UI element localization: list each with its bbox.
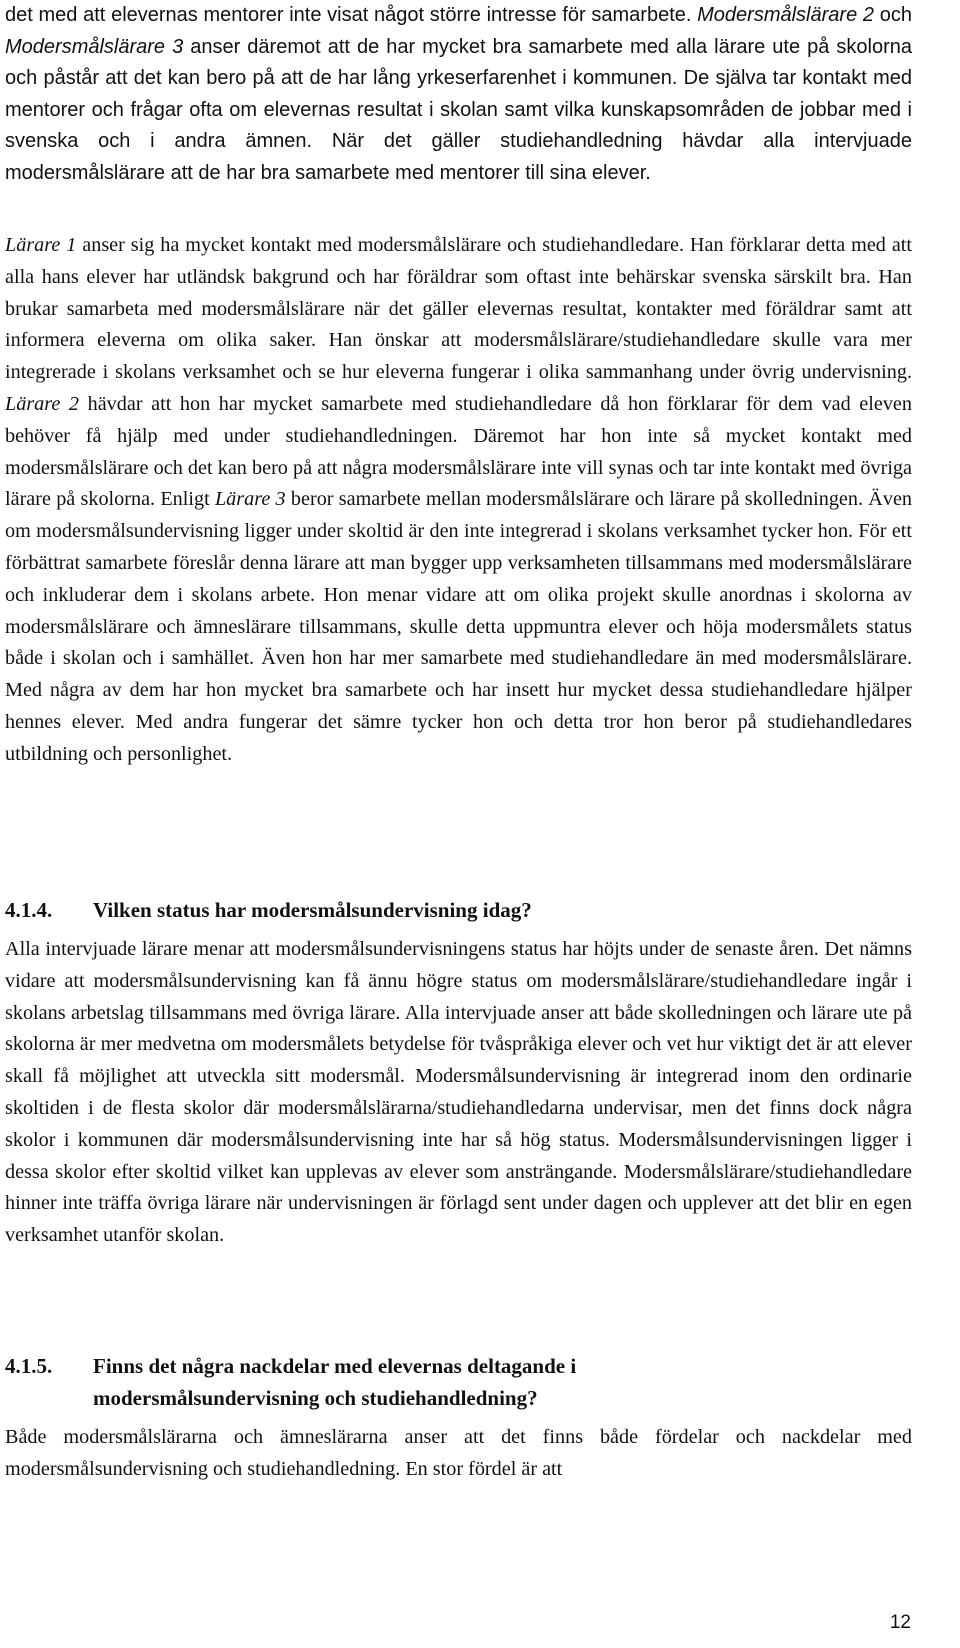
italic-term: Lärare 3 <box>214 488 286 511</box>
paragraph-text: och <box>874 4 912 26</box>
paragraph-status <box>5 934 912 1252</box>
paragraph-disadvantages <box>5 1422 912 1486</box>
section-title <box>93 1350 576 1414</box>
section-heading-4-1-4 <box>5 894 532 926</box>
section-title: Vilken status har modersmålsundervisning idag? <box>93 898 532 922</box>
paragraph-teachers <box>5 230 912 771</box>
paragraph-text: Både modersmålslärarna och ämneslärarna anser att det finns både fördelar och nackdelar med modersmålsundervisning och studiehandledning. En stor fördel är att <box>5 1426 912 1480</box>
italic-term: Lärare 2 <box>5 392 80 415</box>
paragraph-text: anser sig ha mycket kontakt med modersmålslärare och studiehandledare. Han förklarar detta med att alla hans elever har utländsk bakgrund och har föräldrar som oftast inte behärskar svenska särskilt bra. Han brukar samarbeta med modersmålslärare när det gäller elevernas resultat, kontakter med föräldrar samt att informera eleverna om olika saker. Han önskar att modersmålslärare/studiehandledare skulle vara mer integrerade i skolans verksamhet och se hur eleverna fungerar i olika sammanhang under övrig undervisning. <box>5 234 912 384</box>
section-heading-4-1-5 <box>5 1350 576 1414</box>
paragraph-text: Alla intervjuade lärare menar att modersmålsundervisningens status har höjts under de senaste åren. Det nämns vidare att modersmålsundervisning kan få ännu högre status om modersmålslärare/studiehandledare ingår i skolans arbetslag tillsammans med övriga lärare. Alla intervjuade anser att både skolledningen och lärare ute på skolorna är mer medvetna om modersmålets betydelse för tvåspråkiga elever och vet hur viktigt det är att elever skall få möjlighet att utveckla sitt modersmål. Modersmålsundervisning är integrerad inom den ordinarie skoltiden i de flesta skolor där modersmålslärarna/studiehandledarna undervisar, men det finns dock några skolor i kommunen där modersmålsundervisning inte har så hög status. Modersmålsundervisningen ligger i dessa skolor efter skoltid vilket kan upplevas av elever som ansträngande. Modersmålslärare/studiehandledare hinner inte träffa övriga lärare när undervisningen är förlagd sent under dagen och upplever att det blir en egen verksamhet utanför skolan. <box>5 938 912 1247</box>
section-title-line: modersmålsundervisning och studiehandledning? <box>93 1386 538 1410</box>
section-title-line: Finns det några nackdelar med elevernas deltagande i <box>93 1354 577 1378</box>
italic-term: Lärare 1 <box>5 234 77 256</box>
paragraph-text: anser däremot att de har mycket bra samarbete med alla lärare ute på skolorna och påstår att det kan bero på att de har lång yrkeserfarenhet i kommunen. De själva tar kontakt med mentorer och frågar ofta om elevernas resultat i skolan samt vilka kunskapsområden de jobbar med i svenska och i andra ämnen. När det gäller studiehandledning hävdar alla intervjuade modersmålslärare att de har bra samarbete med mentorer till sina elever. <box>5 35 913 184</box>
paragraph-text: beror samarbete mellan modersmålslärare och lärare på skolledningen. Även om modersmålsundervisning ligger under skoltid är den inte integrerad i skolans verksamhet tycker hon. För ett förbättrat samarbete föreslår denna lärare att man bygger upp verksamheten tillsammans med modersmålslärare och inkluderar dem i skolans arbete. Hon menar vidare att om olika projekt skulle anordnas i skolorna av modersmålslärare och ämneslärare tillsammans, skulle detta uppmuntra elever och höja modersmålets status både i skolan och i samhället. Även hon har mer samarbete med studiehandledare än med modersmålslärare. Med några av dem har hon mycket bra samarbete och har insett hur mycket dessa studiehandledare hjälper hennes elever. Med andra fungerar det sämre tycker hon och detta tror hon beror på studiehandledares utbildning och personlighet. <box>5 488 913 765</box>
page-number: 12 <box>889 1612 911 1633</box>
section-number: 4.1.4. <box>5 898 53 922</box>
paragraph-text: hävdar att hon har mycket samarbete med studiehandledare då hon förklarar för dem vad eleven behöver få hjälp med under studiehandledningen. Däremot har hon inte så mycket kontakt med modersmålslärare och det kan bero på att några modersmålslärare inte vill synas och tar inte kontakt med övriga lärare på skolorna. Enligt <box>5 392 912 511</box>
section-number: 4.1.5. <box>5 1354 53 1378</box>
italic-term: Modersmålslärare 2 <box>697 4 875 26</box>
italic-term: Modersmålslärare 3 <box>5 35 184 58</box>
paragraph-text: det med att elevernas mentorer inte visat något större intresse för samarbete. <box>5 4 698 26</box>
paragraph-mother-tongue-teachers <box>5 0 912 190</box>
